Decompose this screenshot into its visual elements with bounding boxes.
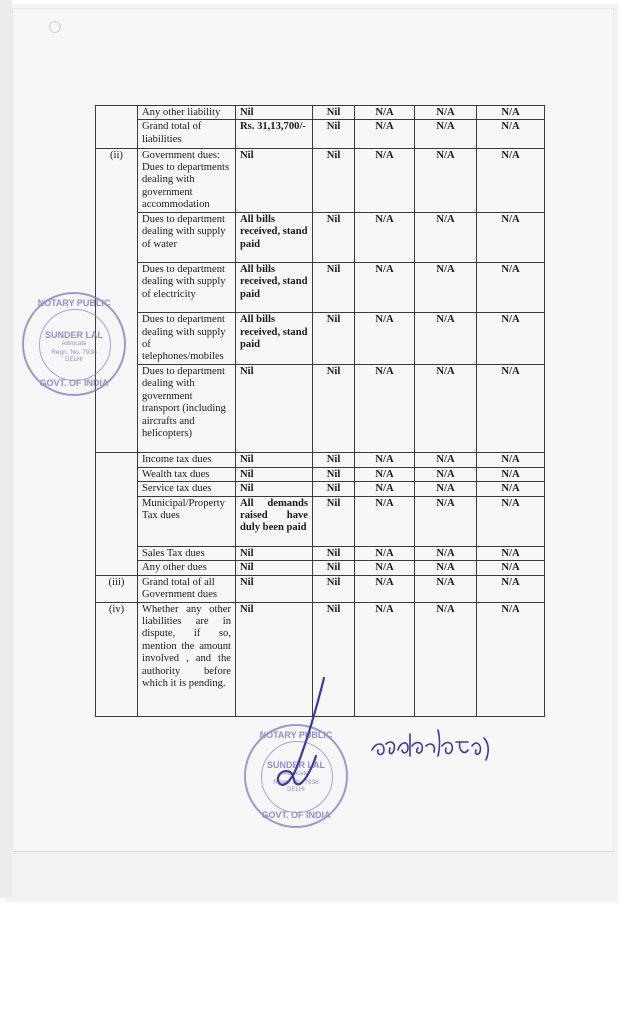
value-cell: Nil (313, 262, 355, 312)
table-row (96, 575, 545, 602)
value-cell: N/A (477, 313, 545, 365)
value-cell: Nil (313, 575, 355, 602)
value-cell: N/A (477, 482, 545, 496)
value-cell: N/A (355, 546, 415, 560)
table-row (96, 496, 545, 546)
description-cell: Service tax dues (138, 482, 236, 496)
value-cell: Nil (313, 106, 355, 120)
value-cell: N/A (355, 496, 415, 546)
table-row (96, 364, 545, 452)
amount-cell: Nil (236, 575, 313, 602)
description-cell: Grand total of all Government dues (138, 575, 236, 602)
description-cell: Government dues: Dues to departments dealing with government accommodation (138, 148, 236, 212)
value-cell: Nil (313, 546, 355, 560)
value-cell: N/A (355, 453, 415, 467)
table-row (96, 148, 545, 212)
stamp-name-text: SUNDER LAL (267, 760, 325, 770)
value-cell: N/A (355, 561, 415, 575)
description-cell: Municipal/Property Tax dues (138, 496, 236, 546)
value-cell: N/A (415, 482, 477, 496)
amount-cell: Rs. 31,13,700/- (236, 120, 313, 148)
value-cell: Nil (313, 212, 355, 262)
notary-stamp-left (22, 292, 126, 396)
description-cell: Dues to department dealing with government transport (including aircrafts and helicopters) (138, 364, 236, 452)
amount-cell: All bills received, stand paid (236, 262, 313, 312)
value-cell: N/A (355, 467, 415, 481)
amount-cell: Nil (236, 453, 313, 467)
amount-cell: Nil (236, 482, 313, 496)
value-cell: N/A (415, 120, 477, 148)
description-cell: Grand total of liabilities (138, 120, 236, 148)
value-cell: N/A (355, 313, 415, 365)
description-cell: Any other dues (138, 561, 236, 575)
value-cell: N/A (355, 120, 415, 148)
value-cell: N/A (477, 120, 545, 148)
value-cell: Nil (313, 602, 355, 716)
value-cell: N/A (415, 575, 477, 602)
stamp-role-text: Advocate (61, 341, 87, 347)
value-cell: N/A (415, 453, 477, 467)
value-cell: N/A (477, 453, 545, 467)
value-cell: N/A (355, 364, 415, 452)
value-cell: N/A (415, 106, 477, 120)
table-row (96, 313, 545, 365)
amount-cell: All bills received, stand paid (236, 212, 313, 262)
value-cell: Nil (313, 313, 355, 365)
punch-hole-mark (49, 21, 61, 33)
value-cell: N/A (477, 602, 545, 716)
value-cell: N/A (415, 212, 477, 262)
value-cell: N/A (415, 561, 477, 575)
table-row (96, 482, 545, 496)
stamp-role-text: Advocate (283, 771, 309, 777)
value-cell: N/A (477, 575, 545, 602)
value-cell: N/A (477, 262, 545, 312)
value-cell: N/A (415, 364, 477, 452)
dues-table-body (96, 106, 545, 717)
value-cell: N/A (415, 148, 477, 212)
value-cell: N/A (477, 212, 545, 262)
stamp-bottom-text: GOVT. OF INDIA (261, 810, 331, 820)
description-cell: Dues to department dealing with supply of electricity (138, 262, 236, 312)
stamp-bottom-text: GOVT. OF INDIA (39, 378, 109, 388)
value-cell: N/A (415, 546, 477, 560)
table-row (96, 262, 545, 312)
value-cell: Nil (313, 467, 355, 481)
value-cell: N/A (477, 496, 545, 546)
row-index-cell (96, 106, 138, 149)
table-row (96, 561, 545, 575)
value-cell: N/A (415, 467, 477, 481)
value-cell: N/A (355, 106, 415, 120)
row-index-cell: (ii) (96, 148, 138, 453)
value-cell: N/A (477, 106, 545, 120)
value-cell: N/A (415, 262, 477, 312)
amount-cell: Nil (236, 106, 313, 120)
stamp-name-text: SUNDER LAL (45, 330, 103, 340)
value-cell: N/A (415, 313, 477, 365)
row-index-cell (96, 453, 138, 575)
amount-cell: All demands raised have duly been paid (236, 496, 313, 546)
description-cell: Income tax dues (138, 453, 236, 467)
amount-cell: Nil (236, 602, 313, 716)
row-index-cell: (iii) (96, 575, 138, 602)
value-cell: Nil (313, 496, 355, 546)
description-cell: Dues to department dealing with supply of telephones/mobiles (138, 313, 236, 365)
stamp-city-text: DELHI (287, 787, 305, 793)
value-cell: Nil (313, 482, 355, 496)
value-cell: Nil (313, 148, 355, 212)
description-cell: Whether any other liabilities are in dispute, if so, mention the amount involved , and the authority before which it is pending. (138, 602, 236, 716)
table-row (96, 546, 545, 560)
stamp-regn-text: Regn. No. 7938 (273, 779, 319, 786)
description-cell: Dues to department dealing with supply of water (138, 212, 236, 262)
row-index-cell: (iv) (96, 602, 138, 716)
amount-cell: Nil (236, 467, 313, 481)
table-row (96, 467, 545, 481)
value-cell: N/A (477, 148, 545, 212)
stamp-city-text: DELHI (65, 357, 83, 363)
description-cell: Sales Tax dues (138, 546, 236, 560)
table-row (96, 106, 545, 120)
stamp-top-text: NOTARY PUBLIC (259, 730, 333, 740)
value-cell: N/A (477, 467, 545, 481)
table-row (96, 453, 545, 467)
amount-cell: All bills received, stand paid (236, 313, 313, 365)
value-cell: N/A (415, 602, 477, 716)
stamp-regn-text: Regn. No. 7938 (51, 349, 97, 356)
value-cell: N/A (355, 212, 415, 262)
value-cell: Nil (313, 453, 355, 467)
amount-cell: Nil (236, 546, 313, 560)
description-cell: Any other liability (138, 106, 236, 120)
value-cell: Nil (313, 120, 355, 148)
dues-table (95, 105, 545, 717)
value-cell: N/A (477, 546, 545, 560)
table-row (96, 212, 545, 262)
amount-cell: Nil (236, 364, 313, 452)
description-cell: Wealth tax dues (138, 467, 236, 481)
stamp-top-text: NOTARY PUBLIC (37, 298, 111, 308)
value-cell: N/A (355, 602, 415, 716)
value-cell: Nil (313, 364, 355, 452)
value-cell: N/A (355, 148, 415, 212)
value-cell: N/A (477, 561, 545, 575)
value-cell: Nil (313, 561, 355, 575)
amount-cell: Nil (236, 561, 313, 575)
value-cell: N/A (355, 262, 415, 312)
scan-edge-strip (0, 0, 12, 898)
deponent-signature (368, 720, 503, 770)
value-cell: N/A (477, 364, 545, 452)
value-cell: N/A (355, 575, 415, 602)
notary-signature (266, 672, 346, 802)
value-cell: N/A (355, 482, 415, 496)
amount-cell: Nil (236, 148, 313, 212)
table-row (96, 120, 545, 148)
value-cell: N/A (415, 496, 477, 546)
